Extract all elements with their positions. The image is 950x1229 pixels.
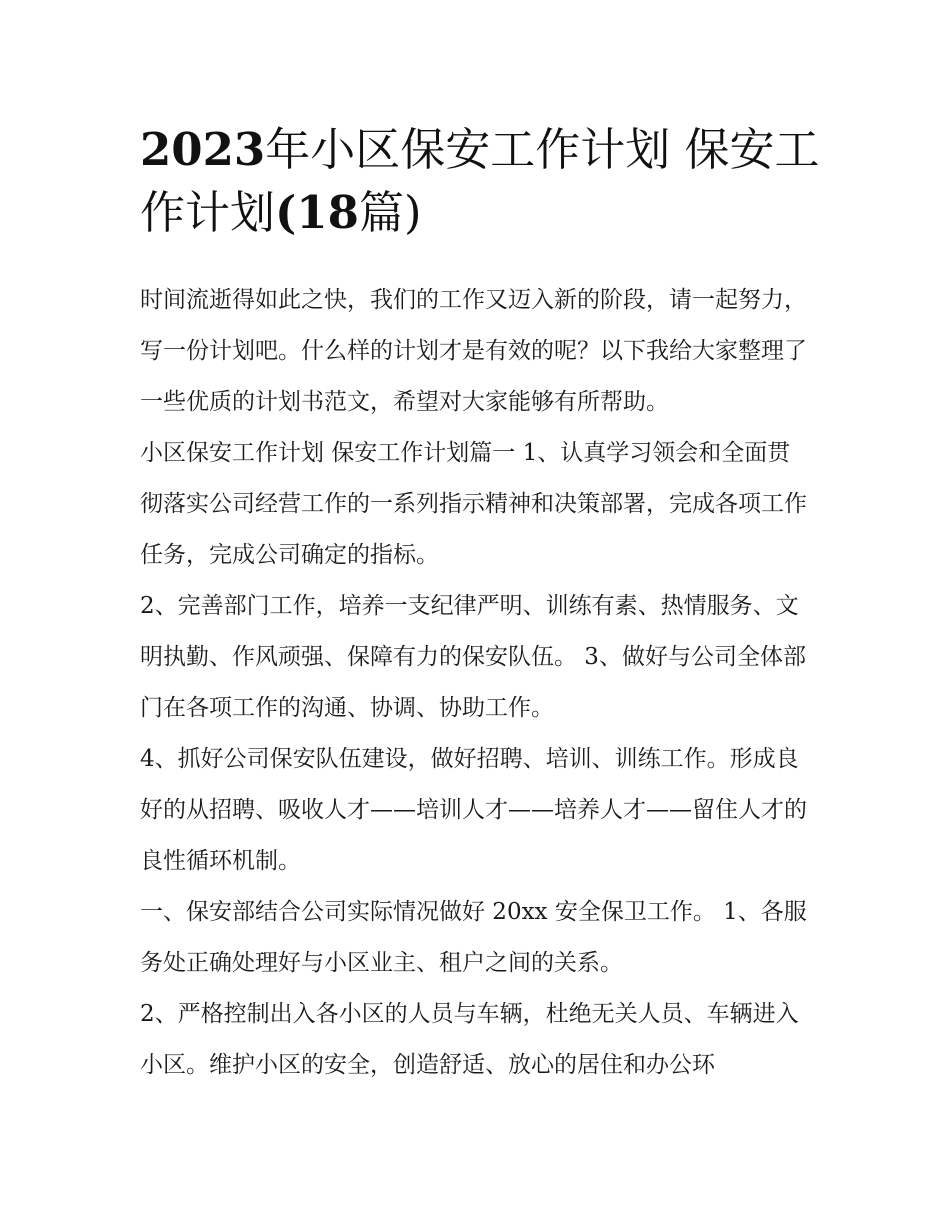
paragraph-3: 4、抓好公司保安队伍建设，做好招聘、培训、训练工作。形成良好的从招聘、吸收人才——培训人才——培养人才——留住人才的良性循环机制。 [140,746,807,874]
title-count: (18 [275,186,359,239]
title-year: 2023 [140,123,266,176]
paragraph-2: 2、完善部门工作，培养一支纪律严明、训练有素、热情服务、文明执勤、作风顽强、保障有力的保安队伍。 3、做好与公司全体部门在各项工作的沟通、协调、协助工作。 [140,593,806,721]
paragraph-intro: 时间流逝得如此之快，我们的工作又迈入新的阶段，请一起努力，写一份计划吧。什么样的计划才是有效的呢？以下我给大家整理了一些优质的计划书范文，希望对大家能够有所帮助。 [140,287,807,415]
document-body [140,275,812,1091]
paragraph-5: 2、严格控制出入各小区的人员与车辆，杜绝无关人员、车辆进入小区。维护小区的安全，创造舒适、放心的居住和办公环 [140,1001,799,1078]
title-text-part1: 年小区保安工作计划 保安工作计划 [140,123,820,239]
document-title [140,118,820,244]
paragraph-4: 一、保安部结合公司实际情况做好 20xx 安全保卫工作。 1、各服务处正确处理好与小区业主、租户之间的关系。 [140,899,807,976]
paragraph-1: 小区保安工作计划 保安工作计划篇一 1、认真学习领会和全面贯彻落实公司经营工作的一系列指示精神和决策部署，完成各项工作任务，完成公司确定的指标。 [140,440,807,568]
title-text-part2: 篇) [358,186,422,239]
